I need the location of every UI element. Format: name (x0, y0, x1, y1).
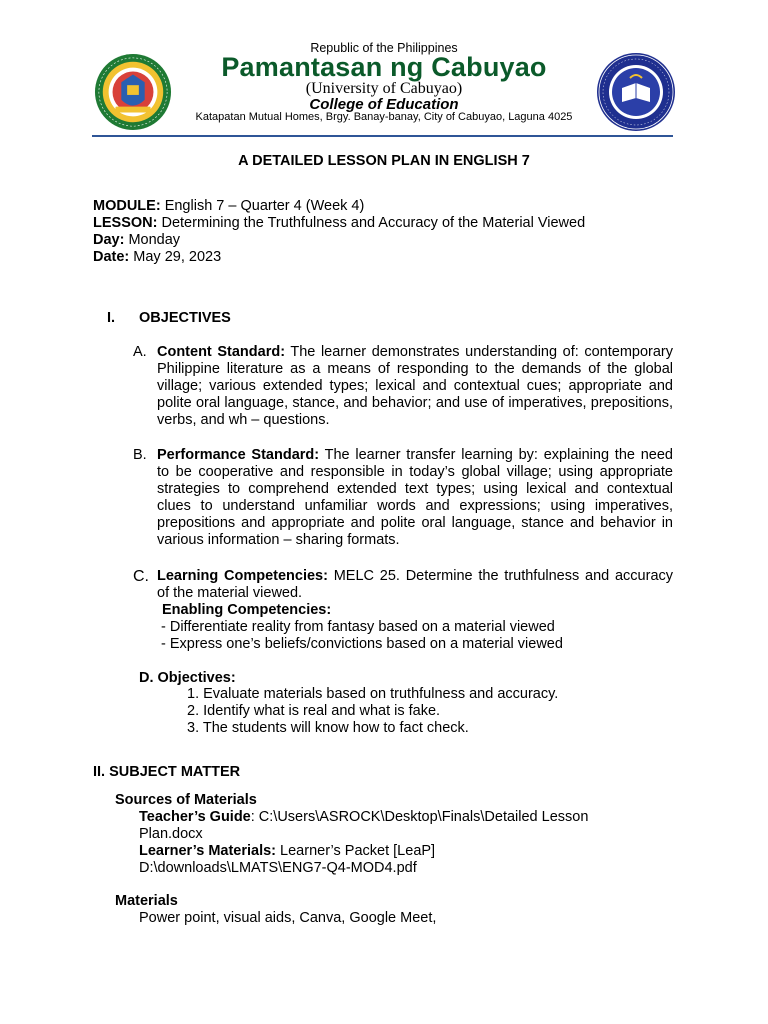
section-numeral: I. (107, 310, 116, 326)
learners-materials-path: D:\downloads\LMATS\ENG7-Q4-MOD4.pdf (139, 860, 417, 876)
learners-materials-line: Learner’s Materials: Learner’s Packet [LeaP] (139, 843, 436, 859)
university-english-name: (University of Cabuyao) (305, 80, 463, 97)
item-marker-b: B. (133, 447, 147, 463)
university-name: Pamantasan ng Cabuyao (221, 52, 547, 82)
lesson-line: LESSON: Determining the Truthfulness and Accuracy of the Material Viewed (93, 215, 586, 231)
module-line: MODULE: English 7 – Quarter 4 (Week 4) (93, 198, 365, 214)
objectives-d-heading: D. Objectives: (139, 670, 236, 686)
enabling-item: - Differentiate reality from fantasy based on a material viewed (161, 619, 555, 635)
teachers-guide-line: Teacher’s Guide: C:\Users\ASROCK\Desktop\Finals\Detailed Lesson (139, 809, 589, 825)
objective-item: 3. The students will know how to fact check. (187, 720, 469, 736)
materials-heading: Materials (115, 893, 178, 909)
date-line: Date: May 29, 2023 (93, 249, 222, 265)
teachers-guide-continuation: Plan.docx (139, 826, 203, 842)
section-heading-subject-matter: II. SUBJECT MATTER (93, 764, 241, 780)
header-divider (92, 135, 673, 137)
content-standard-paragraph: Content Standard: The learner demonstrates understanding of: contemporary Philippine literature as a means of responding to the demands of the global village; various extended types; lexical and contextual cues; appropriate and polite oral language, stance, and behavior; and use of imperatives, prepositions, verbs, and wh – questions. (157, 344, 674, 428)
republic-line: Republic of the Philippines (310, 41, 458, 55)
performance-standard-paragraph: Performance Standard: The learner transfer learning by: explaining the need to be cooperative and responsible in today’s global village; using appropriate strategies to comprehend extended text types; using lexical and contextual clues to understand unfamiliar words and expressions; using imperatives, prepositions and appropriate and polite oral language, stance and behavior in various information – sharing formats. (157, 447, 673, 548)
sources-heading: Sources of Materials (115, 792, 257, 808)
objective-item: 1. Evaluate materials based on truthfulness and accuracy. (187, 686, 559, 702)
document-title: A DETAILED LESSON PLAN IN ENGLISH 7 (238, 153, 530, 169)
item-marker-c: C. (133, 568, 149, 585)
objective-item: 2. Identify what is real and what is fake. (187, 703, 441, 719)
item-marker-a: A. (133, 344, 147, 360)
address-line: Katapatan Mutual Homes, Brgy. Banay-banay, City of Cabuyao, Laguna 4025 (195, 111, 573, 123)
learning-competencies-paragraph: Learning Competencies: MELC 25. Determine the truthfulness and accuracy of the material viewed. (157, 568, 674, 601)
day-line: Day: Monday (93, 232, 181, 248)
materials-list: Power point, visual aids, Canva, Google Meet, (139, 910, 437, 926)
enabling-item: - Express one’s beliefs/convictions based on a material viewed (161, 636, 563, 652)
section-heading-objectives: OBJECTIVES (139, 310, 231, 326)
college-name: College of Education (309, 96, 459, 113)
enabling-competencies-heading: Enabling Competencies: (162, 602, 332, 618)
